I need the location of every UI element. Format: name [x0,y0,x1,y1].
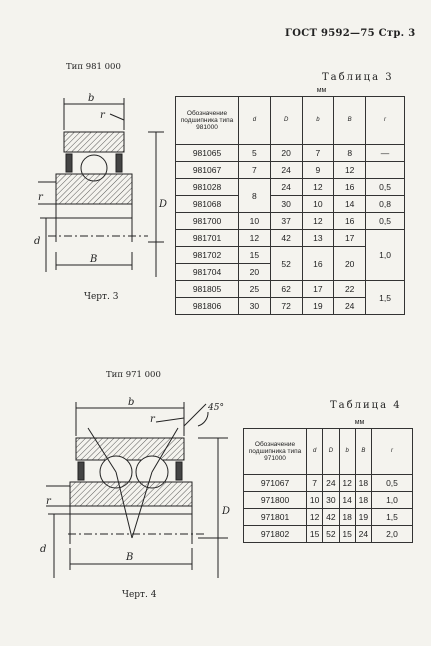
angle-label: 45° [208,403,224,413]
table-row: 981068 30 10 14 0,8 [176,196,405,213]
bearing-drawing-3 [28,82,176,282]
table-row: 971067 7 24 12 18 0,5 [244,475,413,492]
dim-d-label: d [40,544,47,555]
table-row: 981704 20 [176,264,405,281]
table-row: 981028 8 24 12 16 0,5 [176,179,405,196]
table-row: 981702 15 52 16 20 [176,247,405,264]
dim-r-left-label: r [38,192,43,203]
table-row: 981701 12 42 13 17 1,0 [176,230,405,247]
table-row: 981700 10 37 12 16 0,5 [176,213,405,230]
table-title-4: Таблица 4 [330,400,402,411]
table-row: 971800 10 30 14 18 1,0 [244,492,413,509]
table-title-3: Таблица 3 [322,72,394,83]
type-title-971000: Тип 971 000 [106,370,161,380]
table-row: 981805 25 62 17 22 1,5 [176,281,405,298]
col-header-b: b [302,97,334,145]
units-label: мм [239,84,405,97]
col-header-r: r [366,97,405,145]
col-header-B: B [355,429,371,475]
col-header-d: d [239,97,271,145]
table-row: 981065 5 20 7 8 — [176,145,405,162]
dim-d-label: d [34,236,41,247]
table-3 [175,84,405,315]
col-header-B: B [334,97,366,145]
table-row: 971802 15 52 15 24 2,0 [244,526,413,543]
bearing-drawing-4 [28,388,240,584]
col-header-designation: Обозначение подшипника типа 981000 [176,97,239,145]
type-title-981000: Тип 981 000 [66,62,121,72]
table-row: 981806 30 72 19 24 [176,298,405,315]
dim-b-label: b [128,397,135,408]
dim-r-label: r [100,110,105,121]
col-header-D: D [270,97,302,145]
table-row: 971801 12 42 18 19 1,5 [244,509,413,526]
col-header-designation: Обозначение подшипника типа 971000 [244,429,307,475]
table-row: 981067 7 24 9 12 [176,162,405,179]
col-header-r: r [372,429,413,475]
page-header: ГОСТ 9592—75 Стр. 3 [285,28,416,39]
figure-caption-4: Черт. 4 [122,590,157,600]
dim-r-label: r [150,414,155,425]
col-header-b: b [339,429,355,475]
dim-D-label: D [222,506,231,517]
dim-B-label: B [126,552,134,563]
dim-B-label: B [90,254,98,265]
table-4 [243,416,413,543]
figure-caption-3: Черт. 3 [84,292,119,302]
col-header-D: D [323,429,339,475]
dim-b-label: b [88,93,95,104]
col-header-d: d [307,429,323,475]
units-label: мм [307,416,413,429]
dim-D-label: D [159,199,168,210]
dim-r-left-label: r [46,496,51,507]
